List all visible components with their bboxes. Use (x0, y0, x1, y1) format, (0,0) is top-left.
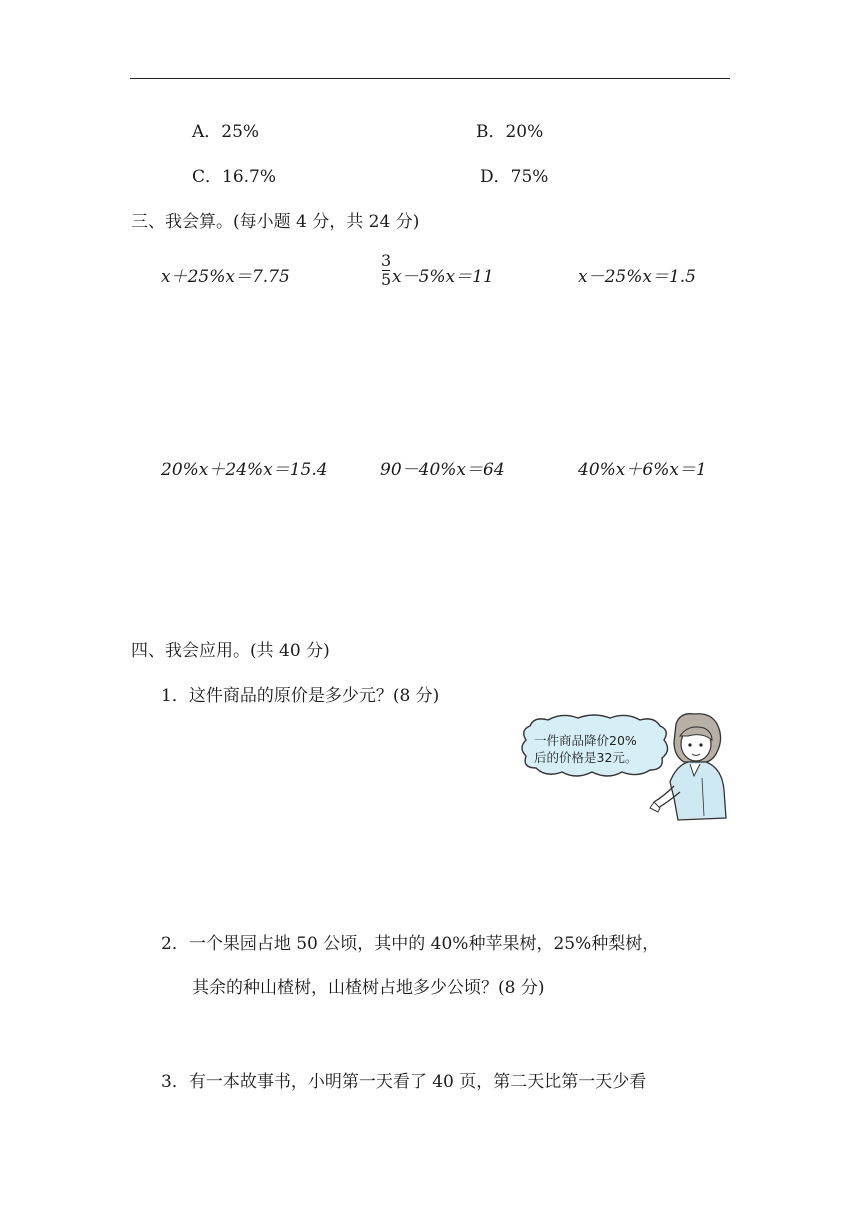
question-1: 1．这件商品的原价是多少元？(8 分) (161, 686, 440, 706)
equation-1: x＋25%x＝7.75 (161, 267, 290, 287)
equation-6: 40%x＋6%x＝1 (578, 460, 707, 480)
equation-2: x－5%x＝11 (392, 267, 494, 287)
equation-2-fraction (381, 252, 391, 289)
section4-heading: 四、我会应用。(共 40 分) (131, 641, 330, 661)
option-c: C．16.7% (192, 167, 277, 187)
question-2-line-1: 2．一个果园占地 50 公顷，其中的 40%种苹果树，25%种梨树， (161, 934, 660, 954)
bubble-line-1: 一件商品降价20% (534, 733, 637, 748)
equation-4: 20%x＋24%x＝15.4 (161, 460, 328, 480)
fraction-denominator: 5 (381, 270, 392, 289)
question-3: 3．有一本故事书，小明第一天看了 40 页，第二天比第一天少看 (161, 1072, 647, 1092)
option-b: B．20% (476, 122, 544, 142)
header-rule (130, 78, 730, 79)
girl-speech-illustration (518, 712, 730, 824)
option-d: D．75% (480, 167, 549, 187)
bubble-line-2: 后的价格是32元。 (534, 750, 638, 765)
option-a: A．25% (192, 122, 260, 142)
equation-3: x－25%x＝1.5 (578, 267, 696, 287)
equation-5: 90－40%x＝64 (380, 460, 505, 480)
question-2-line-2: 其余的种山楂树，山楂树占地多少公顷？(8 分) (192, 978, 545, 998)
fraction-numerator: 3 (381, 251, 392, 270)
section3-heading: 三、我会算。(每小题 4 分，共 24 分) (131, 212, 420, 232)
